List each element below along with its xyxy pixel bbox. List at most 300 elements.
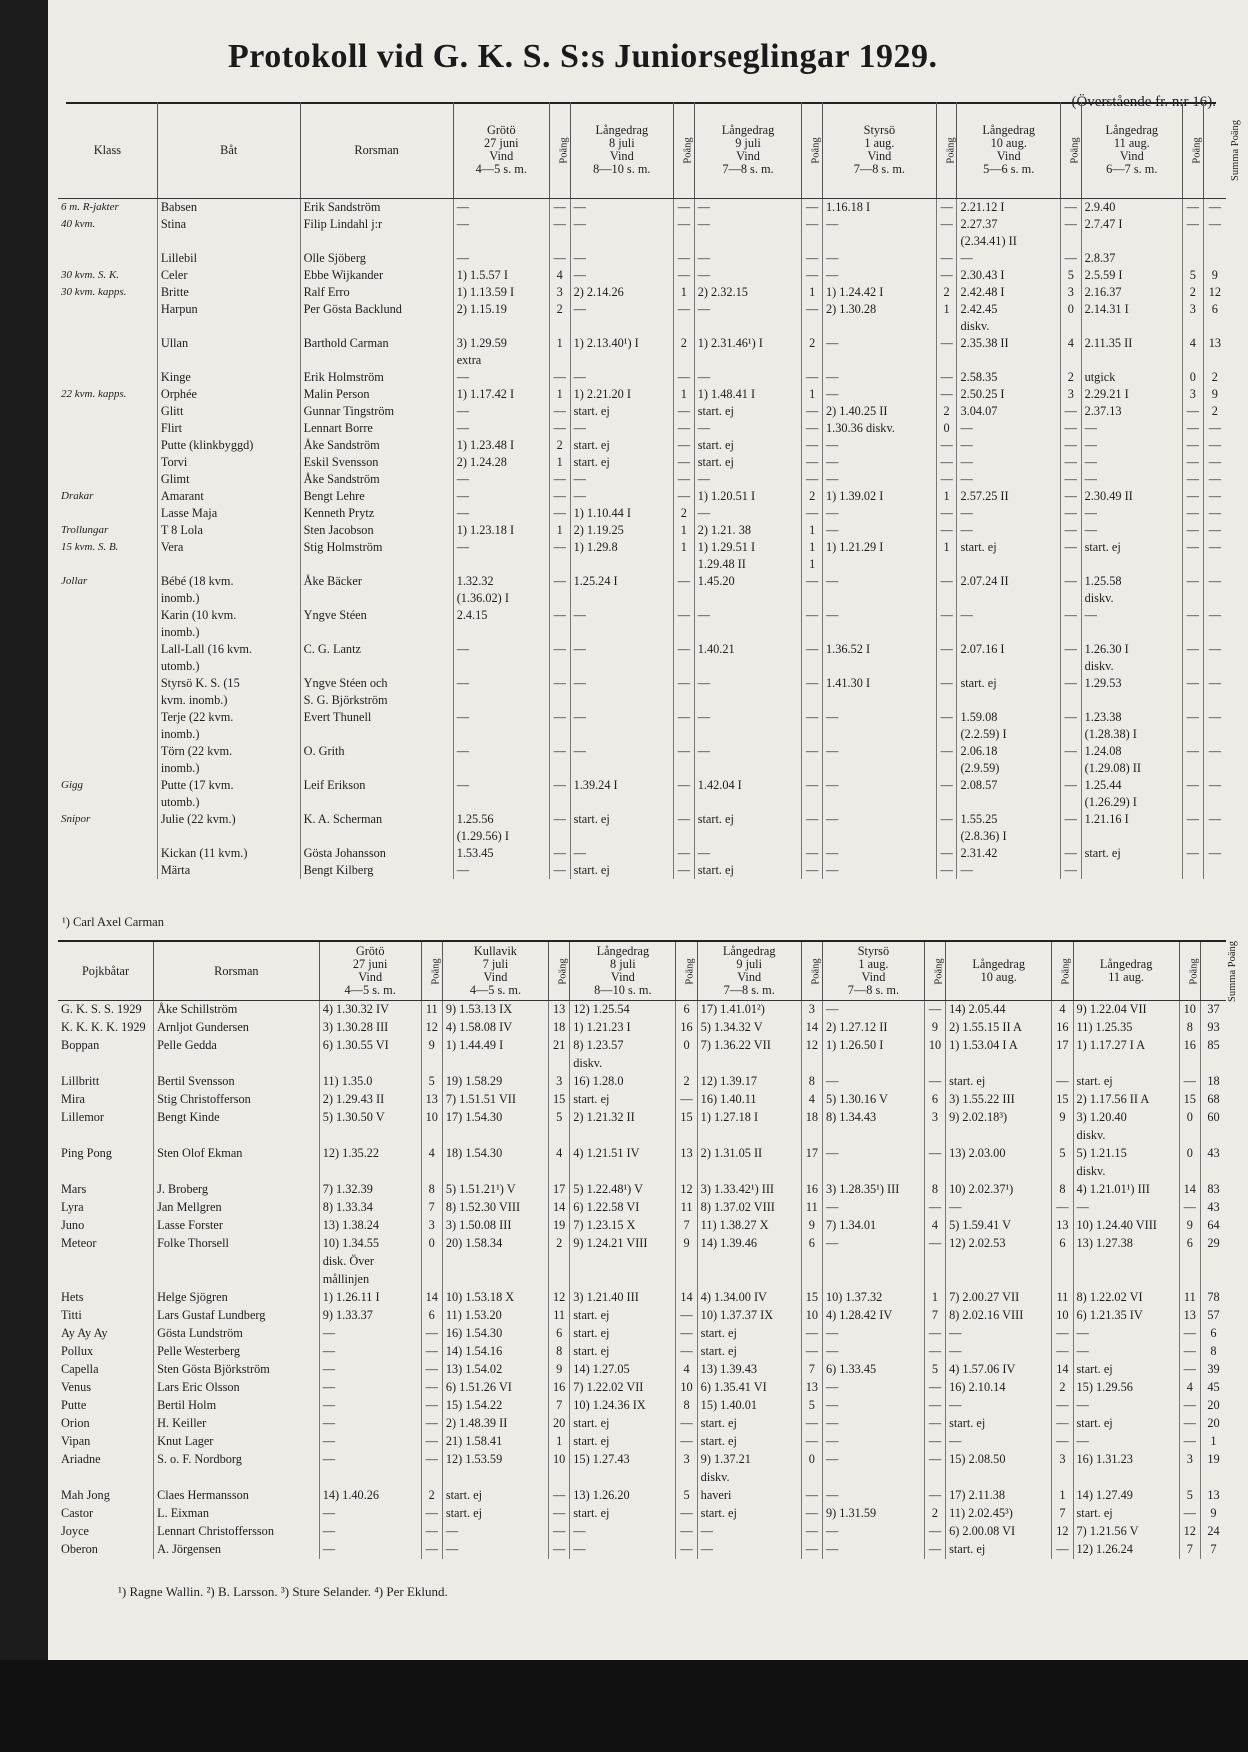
table-cell: 4 [676,1361,697,1379]
table-cell: — [822,522,936,539]
table-cell: Putte (klinkbyggd) [157,437,300,454]
table-cell: 1) 1.27.18 I [697,1109,801,1127]
table-cell: — [946,1397,1052,1415]
table-cell [697,1127,801,1145]
table-cell [946,1055,1052,1073]
table-cell: — [676,1091,697,1109]
table-cell [58,301,157,318]
table-cell [58,845,157,862]
table-cell [936,828,957,845]
column-header: Poäng [549,102,570,199]
table-cell: Drakar [61,490,94,502]
table-cell: 1.40.21 [694,641,802,658]
table-cell: — [694,709,802,726]
column-header: Poäng [802,102,823,199]
table-row [58,284,1226,301]
table-cell [549,828,570,845]
table-cell: — [822,1235,924,1253]
table-cell: — [1060,641,1081,658]
table-cell: 1.23.38 [1081,709,1182,726]
table-cell: — [1081,437,1182,454]
table-cell: Olle Sjöberg [300,250,453,267]
table-cell [957,352,1060,369]
table-cell [946,1127,1052,1145]
table-cell: Yngve Stéen och [300,675,453,692]
table-cell [549,658,570,675]
table-cell: Mars [61,1182,87,1196]
table-cell: Lars Gustaf Lundberg [154,1307,320,1325]
table-cell: 14) 1.27.05 [570,1361,676,1379]
table-cell: 2) 1.15.19 [453,301,549,318]
table-cell: 1 [549,454,570,471]
table-cell: — [549,743,570,760]
table-cell: 12 [676,1181,697,1199]
table-cell [570,233,673,250]
table-cell [802,318,823,335]
table-row [58,233,1226,250]
table-cell: 1 [802,539,823,556]
table-cell: — [421,1541,442,1559]
table-cell: — [1052,1199,1073,1217]
table-cell [157,556,300,573]
table-cell [58,590,157,607]
table-cell: — [936,675,957,692]
table-cell [694,726,802,743]
table-cell: 83 [1200,1181,1226,1199]
column-header: Poäng [421,941,442,1001]
table-cell: start. ej [570,1433,676,1451]
table-cell: 8) 1.33.34 [319,1199,421,1217]
table-cell: — [822,471,936,488]
table-cell: 8 [1179,1019,1200,1037]
table-cell [822,828,936,845]
table-cell: — [1060,539,1081,556]
table-cell: 17) 1.54.30 [442,1109,548,1127]
table-cell: 6) 1.33.45 [822,1361,924,1379]
table-cell [319,1055,421,1073]
table-cell: start. ej [1073,1505,1179,1523]
table-cell: 12 [549,1289,570,1307]
table-cell: Claes Hermansson [154,1487,320,1505]
table-cell: 1 [674,386,695,403]
table-cell: Lillemor [61,1110,105,1124]
table-cell: — [1052,1541,1073,1559]
table-cell [1060,590,1081,607]
table-cell: — [822,1145,924,1163]
column-header: Båt [157,102,300,199]
table-cell: — [822,573,936,590]
table-cell: — [453,471,549,488]
table-cell: 2.58.35 [957,369,1060,386]
table-cell: kvm. inomb.) [157,692,300,709]
table-cell [674,233,695,250]
column-header: Långedrag 11 aug. [1073,941,1179,1001]
table-cell: 5) 1.51.21¹) V [442,1181,548,1199]
table-cell: — [957,505,1060,522]
table-cell: 4 [421,1145,442,1163]
table-cell: 14) 1.39.46 [697,1235,801,1253]
table-cell: — [802,845,823,862]
table-cell: — [453,250,549,267]
table-cell: 16) 2.10.14 [946,1379,1052,1397]
table-cell: — [1073,1199,1179,1217]
table-row [58,1343,1226,1361]
table-cell [154,1163,320,1181]
table-cell [674,760,695,777]
table-cell: — [1179,1397,1200,1415]
table-row [58,301,1226,318]
table-cell: haveri [697,1487,801,1505]
table-cell: 11) 2.02.45³) [946,1505,1052,1523]
table-cell [570,794,673,811]
table-cell: 15 [1052,1091,1073,1109]
table-cell: diskv. [1081,590,1182,607]
table-cell: — [802,641,823,658]
table-cell: Filip Lindahl j:r [300,216,453,233]
table-cell: start. ej [946,1541,1052,1559]
table-cell: — [1203,777,1226,794]
table-cell [300,624,453,641]
table-cell: — [1081,607,1182,624]
table-cell: 5) 1.30.16 V [822,1091,924,1109]
table-cell: — [1182,216,1203,233]
table-row [58,505,1226,522]
table-cell [802,624,823,641]
table-cell: 3 [549,1073,570,1091]
table-cell: Glimt [157,471,300,488]
table-cell: 1) 1.17.42 I [453,386,549,403]
table-cell: — [1182,420,1203,437]
table-cell: — [822,845,936,862]
table-cell: 5) 1.59.41 V [946,1217,1052,1235]
table-cell [1052,1127,1073,1145]
column-header: Långedrag 11 aug. Vind 6—7 s. m. [1081,102,1182,199]
table-cell: 1 [802,522,823,539]
table-cell: — [697,1523,801,1541]
table-cell: 6) 1.51.26 VI [442,1379,548,1397]
table-cell [924,1469,945,1487]
table-cell [802,692,823,709]
table-cell: Eskil Svensson [300,454,453,471]
table-cell: — [453,862,549,879]
table-cell: 14) 1.40.26 [319,1487,421,1505]
table-cell: — [453,216,549,233]
table-cell [570,1271,676,1289]
table-cell: 3 [676,1451,697,1469]
table-cell [1203,794,1226,811]
table-cell: 4 [549,1145,570,1163]
table-cell: Glitt [157,403,300,420]
table-cell [946,1163,1052,1181]
table-cell: — [570,420,673,437]
table-cell: Bertil Svensson [154,1073,320,1091]
table-cell: — [319,1415,421,1433]
table-cell: — [570,1541,676,1559]
table-cell: (1.26.29) I [1081,794,1182,811]
table-cell: 17 [1052,1037,1073,1055]
table-row [58,403,1226,420]
table-cell: — [1203,522,1226,539]
table-cell [936,590,957,607]
table-cell: — [802,675,823,692]
table-cell [58,403,157,420]
table-cell: 16) 1.31.23 [1073,1451,1179,1469]
table-cell [676,1253,697,1271]
table-cell [1200,1469,1226,1487]
table-cell: — [822,1451,924,1469]
table-cell: — [319,1451,421,1469]
table-cell: 3 [549,284,570,301]
table-cell: 2) 1.40.25 II [822,403,936,420]
junior-results-table [58,102,1241,879]
table-cell: — [1203,216,1226,233]
table-cell: Åke Schillström [154,1001,320,1020]
table-cell: — [822,454,936,471]
table-cell: A. Jörgensen [154,1541,320,1559]
table-cell: Vipan [61,1434,91,1448]
table-cell: Putte [61,1398,87,1412]
table-cell [924,1271,945,1289]
table-cell: 1) 2.13.40¹) I [570,335,673,352]
table-cell: — [1060,437,1081,454]
table-cell [58,556,157,573]
table-cell: — [549,250,570,267]
table-cell [1081,692,1182,709]
table-cell [957,590,1060,607]
table-cell: 9 [549,1361,570,1379]
table-cell: 3 [1179,1451,1200,1469]
table-cell: 11 [421,1001,442,1020]
footnote-rorsman: ¹) Ragne Wallin. ²) B. Larsson. ³) Sture Selander. ⁴) Per Eklund. [118,1584,448,1599]
table-cell [1203,233,1226,250]
table-cell [946,1469,1052,1487]
table-cell [549,1055,570,1073]
table-cell [822,624,936,641]
table-cell: — [549,811,570,828]
table-cell: Gunnar Tingström [300,403,453,420]
table-cell: — [1182,454,1203,471]
table-cell [697,1055,801,1073]
table-cell: — [802,471,823,488]
table-cell [936,318,957,335]
table-cell: Erik Holmström [300,369,453,386]
table-cell: 21 [549,1037,570,1055]
table-cell: 2) 2.32.15 [694,284,802,301]
table-cell: Bébé (18 kvm. [157,573,300,590]
table-cell: — [549,369,570,386]
table-cell: Stig Christofferson [154,1091,320,1109]
table-cell [1060,318,1081,335]
table-cell: — [1060,250,1081,267]
table-cell: start. ej [570,403,673,420]
table-cell: 14 [801,1019,822,1037]
table-row [58,1073,1226,1091]
table-cell: 4 [1179,1379,1200,1397]
table-cell: — [549,471,570,488]
table-cell: — [674,301,695,318]
table-cell [319,1163,421,1181]
table-cell: Arnljot Gundersen [154,1019,320,1037]
column-header: Poäng [924,941,945,1001]
table-cell: Bengt Kinde [154,1109,320,1127]
pojkbatar-results-body [58,1001,1226,1560]
table-cell: — [1203,420,1226,437]
table-cell: — [453,488,549,505]
table-cell: — [549,675,570,692]
table-cell: — [549,199,570,217]
table-cell: — [570,845,673,862]
table-cell: — [570,250,673,267]
table-cell: 2.14.31 I [1081,301,1182,318]
table-cell [58,352,157,369]
table-cell: 16 [549,1379,570,1397]
table-cell: — [957,862,1060,879]
table-cell: Gigg [61,779,83,791]
table-cell: — [822,1343,924,1361]
table-row [58,573,1226,590]
table-cell: start. ej [946,1415,1052,1433]
column-header: Långedrag 9 juli Vind 7—8 s. m. [694,102,802,199]
table-cell: Ping Pong [61,1146,112,1160]
table-cell: 0 [1179,1145,1200,1163]
table-cell: start. ej [570,454,673,471]
table-cell [1200,1055,1226,1073]
table-cell [802,590,823,607]
table-cell: 3 [924,1109,945,1127]
table-cell [58,1469,154,1487]
table-row [58,1541,1226,1559]
table-cell: Pollux [61,1344,94,1358]
table-cell [549,1127,570,1145]
table-cell: 8 [1052,1181,1073,1199]
table-cell: — [801,1325,822,1343]
table-cell: — [957,437,1060,454]
table-cell: 0 [676,1037,697,1055]
table-cell: 2.16.37 [1081,284,1182,301]
table-cell [300,233,453,250]
table-cell [570,760,673,777]
table-cell: — [1081,505,1182,522]
page-title: Protokoll vid G. K. S. S:s Juniorseglingar 1929. [228,38,938,75]
table-row [58,318,1226,335]
table-cell: — [1060,862,1081,879]
table-cell: 1 [1200,1433,1226,1451]
table-cell: — [442,1541,548,1559]
table-cell: — [1060,777,1081,794]
table-cell: — [822,335,936,352]
column-header: Summa Poäng [1203,102,1226,199]
table-row [58,624,1226,641]
table-cell: 1 [549,1433,570,1451]
table-cell: 4 [549,267,570,284]
table-cell: — [549,403,570,420]
table-cell: Trollungar [61,524,109,536]
table-cell: 6 [1052,1235,1073,1253]
table-cell: 6 m. R-jakter [61,201,119,213]
table-cell: 2 [1182,284,1203,301]
table-cell: — [1052,1433,1073,1451]
table-cell [802,726,823,743]
table-cell: 3 [1052,1451,1073,1469]
table-cell: 7 [421,1199,442,1217]
table-cell: diskv. [697,1469,801,1487]
table-cell [1182,726,1203,743]
table-cell [924,1055,945,1073]
table-cell: K. A. Scherman [300,811,453,828]
table-cell: Lennart Christoffersson [154,1523,320,1541]
table-cell: — [822,1541,924,1559]
table-cell [58,420,157,437]
table-cell: — [570,743,673,760]
table-cell: disk. Över [319,1253,421,1271]
table-cell: — [1182,437,1203,454]
table-cell [1060,828,1081,845]
table-cell: 1.55.25 [957,811,1060,828]
table-cell [58,471,157,488]
table-cell: Malin Person [300,386,453,403]
table-cell [58,658,157,675]
table-cell: — [674,573,695,590]
table-cell: 1) 1.21.23 I [570,1019,676,1037]
table-cell: 1 [802,386,823,403]
table-cell: 18) 1.54.30 [442,1145,548,1163]
table-cell [801,1163,822,1181]
table-cell [1182,828,1203,845]
table-cell: — [936,743,957,760]
table-cell [1182,658,1203,675]
table-row [58,386,1226,403]
table-cell: 12) 1.26.24 [1073,1541,1179,1559]
table-cell [300,318,453,335]
table-cell: Hets [61,1290,84,1304]
table-cell: 2 [549,1235,570,1253]
table-cell: 7) 1.21.56 V [1073,1523,1179,1541]
table-cell: 15 [676,1109,697,1127]
table-cell: 13 [1179,1307,1200,1325]
table-row [58,1127,1226,1145]
table-cell: — [936,216,957,233]
table-cell: — [1203,437,1226,454]
table-cell [674,726,695,743]
table-cell [822,1271,924,1289]
table-cell: 2.29.21 I [1081,386,1182,403]
table-cell: — [694,301,802,318]
table-cell [1179,1163,1200,1181]
table-row [58,471,1226,488]
table-cell: — [421,1523,442,1541]
table-cell: 1) 1.44.49 I [442,1037,548,1055]
table-cell: 17) 2.11.38 [946,1487,1052,1505]
table-cell: utomb.) [157,658,300,675]
table-cell: 1) 1.23.48 I [453,437,549,454]
table-cell [946,1253,1052,1271]
table-cell [1203,590,1226,607]
column-header: Långedrag 10 aug. [946,941,1052,1001]
table-cell [154,1469,320,1487]
table-cell [1073,1253,1179,1271]
table-header-row [58,941,1226,1001]
table-cell: 2.11.35 II [1081,335,1182,352]
table-cell: 5 [801,1397,822,1415]
column-header: Styrsö 1 aug. Vind 7—8 s. m. [822,941,924,1001]
table-cell: Ariadne [61,1452,101,1466]
table-cell: 4 [924,1217,945,1235]
table-cell: 1.25.56 [453,811,549,828]
table-row [58,709,1226,726]
table-cell: — [802,743,823,760]
table-cell: 15) 1.29.56 [1073,1379,1179,1397]
table-cell: 3 [1182,386,1203,403]
